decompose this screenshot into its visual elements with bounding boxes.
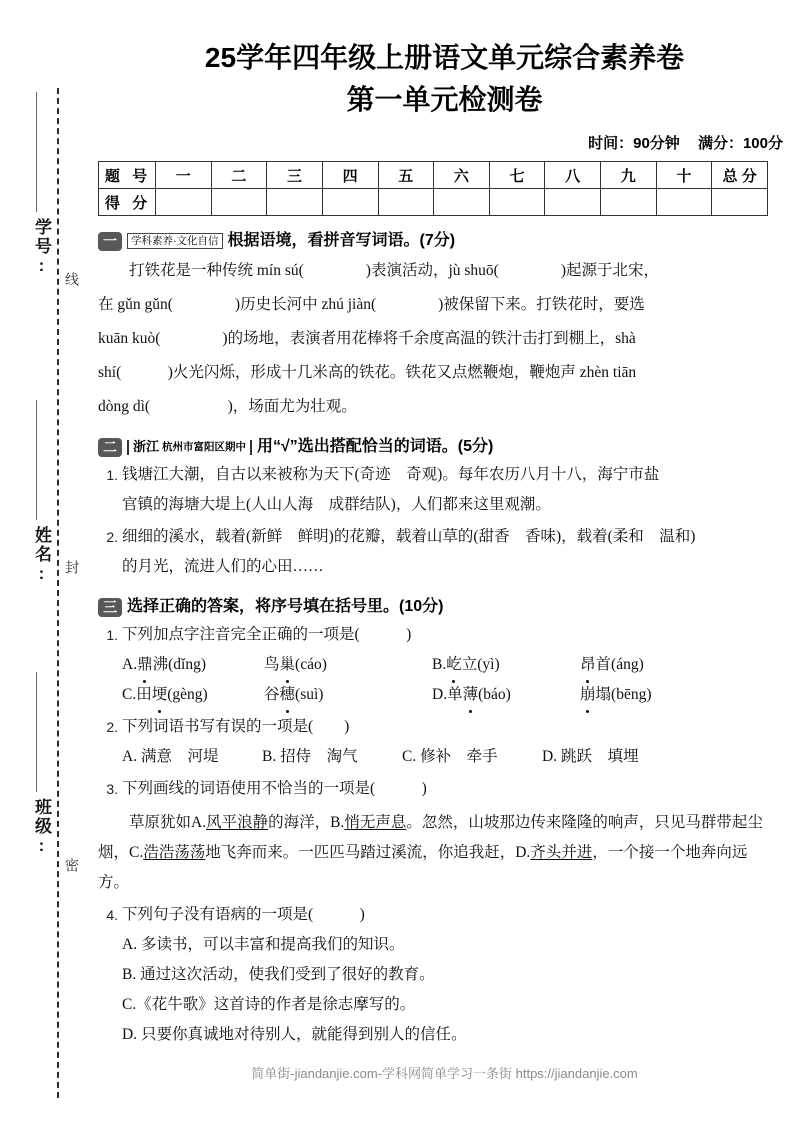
list-item [98, 522, 770, 582]
score-cell-header-6: 六 [434, 162, 490, 189]
seal-char-feng: 封 [64, 560, 80, 574]
underlined-phrase-d[interactable]: 齐头并进 [530, 844, 593, 861]
pinyin-passage-line-2: 在 gǔn gǔn( )历史长河中 zhú jiàn( )被保留下来。打铁花时，要选 [98, 296, 645, 313]
exam-page [96, 0, 793, 1121]
score-cell-header-total: 总 分 [712, 162, 768, 189]
passage-part: ，一个接一个地奔向远方。 [98, 844, 748, 891]
option-pinyin: (cáo) [295, 656, 327, 673]
score-input-cell-9[interactable] [601, 189, 657, 216]
score-cell-header-2: 二 [211, 162, 267, 189]
section-three-title: 选择正确的答案，将序号填在括号里。(10分) [127, 598, 444, 615]
option-label: D. [432, 686, 448, 703]
score-cell-header-4: 四 [322, 162, 378, 189]
score-cell-header-10: 十 [656, 162, 712, 189]
score-input-cell-total[interactable] [712, 189, 768, 216]
list-item [98, 460, 770, 520]
option-word-pre: 谷 [264, 686, 280, 703]
seal-char-xian: 线 [64, 272, 80, 286]
option-b-second-word[interactable] [580, 650, 644, 680]
option-row-ab [98, 650, 770, 680]
section-two-title: 用“√”选出搭配恰当的词语。(5分) [257, 438, 494, 455]
underlined-phrase-c[interactable]: 浩浩荡荡 [143, 844, 206, 861]
pinyin-passage-line-1: 打铁花是一种传统 mín sú( )表演活动，jù shuō( )起源于北宋， [129, 262, 660, 279]
option-pinyin: (bēng) [611, 686, 652, 703]
page-title: 25学年四年级上册语文单元综合素养卷 [204, 42, 685, 73]
dotted-char: 巢 [280, 650, 296, 680]
time-label: 时间：90分钟 [588, 135, 680, 152]
option-pinyin: (áng) [611, 656, 644, 673]
seal-char-mi: 密 [64, 858, 80, 872]
passage-part: 的海洋，B. [268, 814, 345, 831]
dotted-char: 屹 [446, 650, 462, 680]
score-cell-header-9: 九 [601, 162, 657, 189]
option-pinyin: (suì) [295, 686, 324, 703]
seal-margin [0, 0, 96, 1121]
class-rule [36, 672, 37, 792]
score-cell-header-1: 一 [156, 162, 212, 189]
pinyin-passage-line-5: dòng dì( )，场面尤为壮观。 [98, 398, 357, 415]
passage-part: 。忽然，山坡那边传来隆隆的响声，只见马群带起尘烟，C. [98, 814, 763, 861]
dotted-char: 昂 [580, 650, 596, 680]
question-number: 2. [106, 529, 118, 545]
dotted-char: 薄 [463, 680, 479, 710]
pinyin-passage-line-3: kuān kuò( )的场地，表演者用花棒将千余度高温的铁汁击打到棚上，shà [98, 330, 636, 347]
option-b[interactable] [432, 650, 580, 680]
student-id-rule [36, 92, 37, 212]
option-word-post: 沸 [152, 656, 169, 673]
province-source-tag [127, 440, 252, 455]
passage-part: 地飞奔而来。一匹匹马踏过溪流，你追我赶，D. [205, 844, 531, 861]
section-three [98, 596, 770, 1050]
question-text-line-1[interactable]: 细细的溪水，载着(新鲜 鲜明)的花瓣，载着山草的(甜香 香味)，载着(柔和 温和) [122, 528, 696, 545]
section-number-badge: 二 [98, 438, 122, 457]
section-number-badge: 一 [98, 232, 122, 251]
dotted-char: 穗 [280, 680, 296, 710]
option-word-post: 立 [461, 656, 478, 673]
section-one-title: 根据语境，看拼音写词语。(7分) [227, 232, 456, 249]
option-d[interactable]: D. 跳跃 填埋 [542, 748, 639, 765]
question-number: 2. [106, 719, 118, 735]
list-item [98, 774, 770, 804]
section-two-header [98, 436, 770, 458]
score-cell-header-5: 五 [378, 162, 434, 189]
option-word-pre: 田 [136, 686, 152, 703]
question-text-line-1[interactable]: 钱塘江大潮，自古以来被称为天下(奇迹 奇观)。每年农历八月十八，海宁市盐 [122, 466, 660, 483]
list-item [98, 712, 770, 742]
name-label: 姓名: [32, 526, 51, 585]
option-pinyin: (báo) [478, 686, 511, 703]
section-two [98, 436, 770, 582]
pinyin-passage-line-4: shí( )火光闪烁，形成十几米高的铁花。铁花又点燃鞭炮，鞭炮声 zhèn tiān [98, 364, 637, 381]
option-b[interactable]: B. 通过这次活动，使我们受到了很好的教育。 [122, 966, 435, 983]
score-input-cell-2[interactable] [211, 189, 267, 216]
option-c-second-word[interactable] [264, 680, 432, 710]
table-row-scores [99, 189, 768, 216]
question-stem: 下列词语书写有误的一项是( ) [122, 718, 350, 735]
option-a[interactable]: A. 多读书，可以丰富和提高我们的知识。 [122, 936, 405, 953]
option-c[interactable]: C. 修补 牵手 [402, 748, 498, 765]
question-three-passage [98, 808, 770, 898]
score-cell-header-3: 三 [267, 162, 323, 189]
option-pinyin: (yì) [477, 656, 500, 673]
option-b[interactable]: B. 招侍 淘气 [262, 748, 358, 765]
name-rule [36, 400, 37, 520]
question-number: 1. [106, 467, 118, 483]
score-input-cell-8[interactable] [545, 189, 601, 216]
province-name: 浙江 [133, 439, 160, 454]
section-one-header [98, 230, 770, 252]
option-c[interactable] [122, 680, 264, 710]
option-label: B. [432, 656, 447, 673]
score-input-cell-10[interactable] [656, 189, 712, 216]
option-a-second-word[interactable] [264, 650, 432, 680]
section-number-badge: 三 [98, 598, 122, 617]
list-item [98, 620, 770, 650]
total-score-label: 满分：100分 [697, 135, 783, 152]
score-input-cell-5[interactable] [378, 189, 434, 216]
score-cell-header-7: 七 [489, 162, 545, 189]
class-label: 班级: [32, 798, 51, 857]
question-number: 4. [106, 907, 118, 923]
score-input-cell-4[interactable] [322, 189, 378, 216]
option-word-post: 首 [595, 656, 612, 673]
literacy-tag: 学科素养·文化自信 [127, 233, 223, 249]
option-word-pre: 鸟 [264, 656, 280, 673]
question-number: 1. [106, 627, 118, 643]
question-text-line-2[interactable]: 官镇的海塘大堤上(人山人海 成群结队)，人们都来这里观潮。 [122, 496, 551, 513]
passage-part: 草原犹如A. [98, 814, 207, 831]
score-input-cell-3[interactable] [267, 189, 323, 216]
option-d-second-word[interactable] [580, 680, 651, 710]
question-number: 3. [106, 781, 118, 797]
option-pinyin: (gèng) [167, 686, 208, 703]
option-a[interactable] [122, 650, 264, 680]
option-list-q4 [98, 930, 770, 1050]
score-input-cell-7[interactable] [489, 189, 545, 216]
option-word-pre: 单 [447, 686, 463, 703]
option-d[interactable]: D. 只要你真诚地对待别人，就能得到别人的信任。 [122, 1026, 467, 1043]
option-label: A. [122, 656, 138, 673]
option-row-cd [98, 680, 770, 710]
question-stem: 下列加点字注音完全正确的一项是( ) [122, 626, 412, 643]
section-one [98, 230, 770, 422]
seal-dashed-line [57, 88, 59, 1098]
table-row-question-numbers [99, 162, 768, 189]
dotted-char: 鼎 [137, 650, 153, 680]
question-stem: 下列画线的词语使用不恰当的一项是( ) [122, 780, 427, 797]
exam-meta [96, 132, 793, 153]
option-c[interactable]: C.《花牛歌》这首诗的作者是徐志摩写的。 [122, 996, 416, 1013]
score-table [98, 161, 768, 216]
student-id-label: 学号: [32, 218, 51, 277]
underlined-phrase-a[interactable]: 风平浪静 [206, 814, 269, 831]
option-word-post: 塌 [595, 686, 612, 703]
option-d[interactable] [432, 680, 580, 710]
underlined-phrase-b[interactable]: 悄无声息 [344, 814, 407, 831]
footer-watermark: 简单街-jiandanjie.com-学科网简单学习一条街 https://jiandanjie.com [251, 1066, 638, 1081]
question-stem: 下列句子没有语病的一项是( ) [122, 906, 365, 923]
dotted-char: 崩 [580, 680, 596, 710]
option-label: C. [122, 686, 137, 703]
option-row-q2 [98, 742, 770, 772]
score-table-row-label-question: 题 号 [99, 162, 156, 189]
page-subtitle: 第一单元检测卷 [346, 84, 543, 115]
option-pinyin: (dǐng) [168, 656, 206, 673]
score-cell-header-8: 八 [545, 162, 601, 189]
score-input-cell-1[interactable] [156, 189, 212, 216]
list-item [98, 900, 770, 930]
option-a[interactable]: A. 满意 河堤 [122, 748, 219, 765]
score-input-cell-6[interactable] [434, 189, 490, 216]
question-text-line-2[interactable]: 的月光，流进人们的心田…… [122, 558, 324, 575]
dotted-char: 埂 [152, 680, 168, 710]
province-source-detail: 杭州市富阳区期中 [162, 441, 247, 453]
score-table-row-label-score: 得 分 [99, 189, 156, 216]
section-three-header [98, 596, 770, 618]
